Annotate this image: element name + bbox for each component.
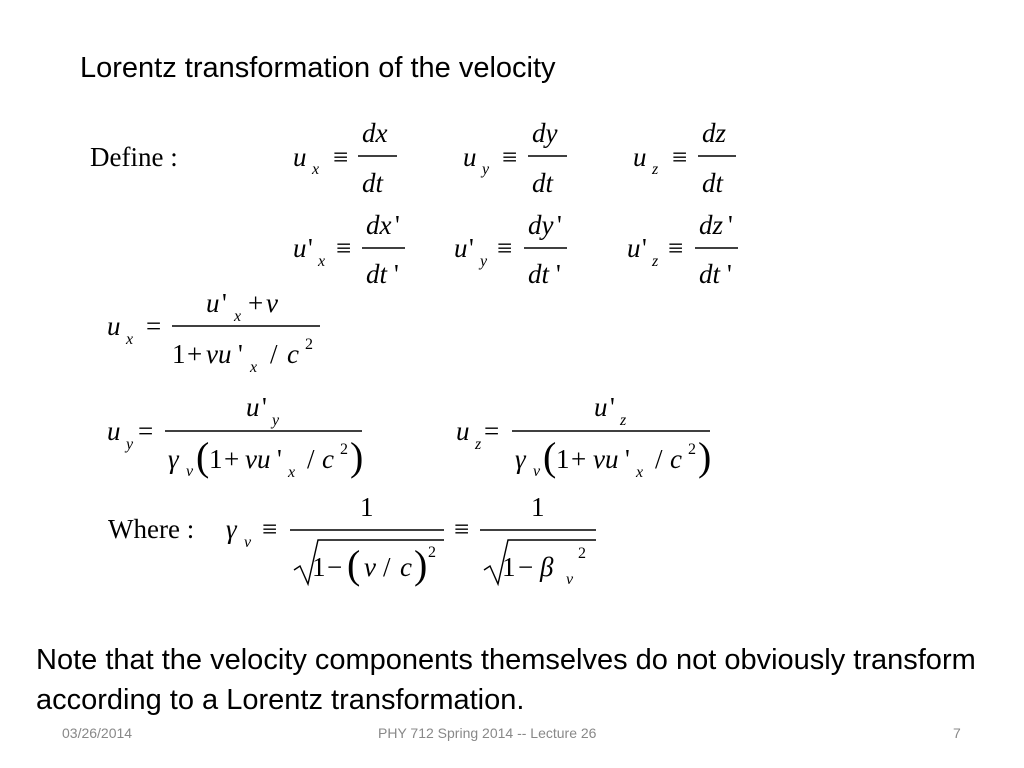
svg-text:': ' [727, 259, 732, 289]
svg-text:c: c [670, 444, 682, 474]
svg-text:u: u [206, 288, 220, 318]
svg-text:x: x [636, 464, 644, 481]
svg-text:x: x [126, 331, 134, 348]
svg-text:≡: ≡ [336, 233, 352, 263]
svg-text:u: u [246, 392, 260, 422]
svg-text:': ' [642, 233, 647, 263]
svg-text:vu: vu [593, 444, 619, 474]
svg-text:y: y [272, 412, 280, 429]
svg-text:c: c [322, 444, 334, 474]
svg-text:v: v [364, 552, 376, 582]
svg-text:u: u [293, 142, 307, 172]
svg-text:1: 1 [209, 444, 223, 474]
svg-text:=: = [146, 311, 162, 341]
svg-text:2: 2 [340, 441, 348, 458]
definition-uz [633, 118, 736, 198]
svg-text:/: / [270, 339, 278, 369]
svg-text:2: 2 [305, 336, 313, 353]
equation-ux-transform [107, 288, 320, 376]
svg-text:vu: vu [245, 444, 271, 474]
svg-text:dz: dz [699, 210, 724, 240]
svg-text:β: β [540, 552, 554, 582]
svg-text:z: z [652, 253, 659, 270]
definition-uz-prime [627, 210, 738, 289]
svg-text:dt: dt [362, 168, 384, 198]
svg-text:v: v [266, 288, 278, 318]
svg-text:1: 1 [556, 444, 570, 474]
svg-text:−: − [327, 552, 343, 582]
svg-text:≡: ≡ [672, 142, 688, 172]
svg-text:': ' [308, 233, 313, 263]
footer-date: 03/26/2014 [62, 725, 133, 741]
svg-text:v: v [533, 463, 541, 480]
svg-text:/: / [655, 444, 663, 474]
svg-text:v: v [186, 463, 194, 480]
svg-text:': ' [625, 444, 630, 474]
svg-text:γ: γ [515, 444, 526, 474]
svg-text:2: 2 [428, 544, 436, 561]
svg-text:y: y [482, 161, 490, 178]
svg-text:y: y [126, 436, 134, 453]
equation-gamma-definition [226, 492, 596, 588]
svg-text:u: u [293, 233, 307, 263]
svg-text:': ' [469, 233, 474, 263]
svg-text:': ' [728, 210, 733, 240]
svg-text:u: u [463, 142, 477, 172]
slide-note: Note that the velocity components themselves do not obviously transform according to a Lorentz transformation. [36, 644, 976, 716]
svg-text:): ) [414, 542, 428, 587]
svg-text:γ: γ [168, 444, 179, 474]
svg-text:dt: dt [699, 259, 721, 289]
footer-course: PHY 712 Spring 2014 -- Lecture 26 [378, 725, 597, 741]
svg-text:': ' [557, 210, 562, 240]
slide-title: Lorentz transformation of the velocity [80, 52, 556, 84]
svg-text:u: u [456, 416, 470, 446]
svg-text:dt: dt [528, 259, 550, 289]
svg-text:=: = [484, 416, 500, 446]
svg-text:+: + [224, 444, 240, 474]
svg-text:(: ( [543, 434, 557, 479]
svg-text:v: v [244, 534, 252, 551]
svg-text:2: 2 [578, 545, 586, 562]
svg-text:': ' [395, 210, 400, 240]
svg-text:/: / [307, 444, 315, 474]
svg-text:v: v [566, 571, 574, 588]
svg-text:': ' [238, 339, 243, 369]
define-label: Define : [90, 142, 178, 172]
svg-text:dx: dx [366, 210, 392, 240]
svg-text:1: 1 [360, 492, 374, 522]
svg-text:+: + [248, 288, 264, 318]
svg-text:1: 1 [312, 552, 326, 582]
svg-text:(: ( [347, 542, 361, 587]
svg-text:/: / [383, 552, 391, 582]
definition-ux-prime [293, 210, 405, 289]
svg-text:≡: ≡ [502, 142, 518, 172]
svg-text:dt: dt [366, 259, 388, 289]
svg-text:c: c [400, 552, 412, 582]
svg-text:y: y [480, 253, 488, 270]
equation-uz-transform [456, 392, 711, 481]
svg-text:': ' [610, 392, 615, 422]
svg-text:': ' [394, 259, 399, 289]
svg-text:≡: ≡ [333, 142, 349, 172]
svg-text:u: u [454, 233, 468, 263]
svg-text:z: z [652, 161, 659, 178]
definition-ux [293, 118, 397, 198]
definition-uy [463, 118, 567, 198]
svg-text:': ' [262, 392, 267, 422]
svg-text:≡: ≡ [668, 233, 684, 263]
svg-text:): ) [698, 434, 712, 479]
svg-text:≡: ≡ [497, 233, 513, 263]
svg-text:dy: dy [528, 210, 554, 240]
svg-text:c: c [287, 339, 299, 369]
svg-text:≡: ≡ [262, 514, 278, 544]
svg-text:1: 1 [172, 339, 186, 369]
svg-text:γ: γ [226, 514, 237, 544]
svg-text:z: z [620, 412, 627, 429]
svg-text:+: + [571, 444, 587, 474]
svg-text:u: u [107, 416, 121, 446]
svg-text:dt: dt [702, 168, 724, 198]
svg-text:x: x [288, 464, 296, 481]
svg-text:u: u [633, 142, 647, 172]
svg-text:u: u [107, 311, 121, 341]
svg-text:dt: dt [532, 168, 554, 198]
footer-page-number: 7 [953, 725, 961, 741]
svg-text:(: ( [196, 434, 210, 479]
svg-text:x: x [250, 359, 258, 376]
svg-text:u: u [594, 392, 608, 422]
svg-text:≡: ≡ [454, 514, 470, 544]
svg-text:2: 2 [688, 441, 696, 458]
svg-text:+: + [187, 339, 203, 369]
svg-text:−: − [518, 552, 534, 582]
svg-text:x: x [312, 161, 320, 178]
where-label: Where : [108, 514, 195, 544]
svg-text:z: z [475, 436, 482, 453]
definition-uy-prime [454, 210, 567, 289]
svg-text:': ' [222, 288, 227, 318]
svg-text:1: 1 [502, 552, 516, 582]
svg-text:dz: dz [702, 118, 727, 148]
svg-text:': ' [556, 259, 561, 289]
equation-uy-transform [107, 392, 363, 481]
svg-text:): ) [350, 434, 364, 479]
svg-text:x: x [318, 253, 326, 270]
svg-text:dy: dy [532, 118, 558, 148]
svg-text:=: = [138, 416, 154, 446]
svg-text:': ' [277, 444, 282, 474]
svg-text:x: x [234, 308, 242, 325]
svg-text:u: u [627, 233, 641, 263]
svg-text:vu: vu [206, 339, 232, 369]
svg-text:dx: dx [362, 118, 388, 148]
svg-text:1: 1 [531, 492, 545, 522]
